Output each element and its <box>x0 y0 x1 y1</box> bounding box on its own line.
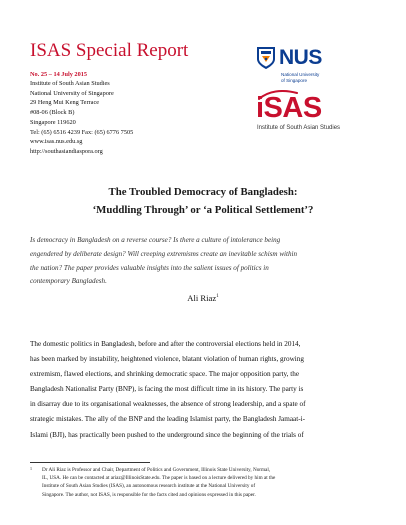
address-line: National University of Singapore <box>30 89 114 97</box>
body-line: Bangladesh Nationalist Party (BNP), is facing the most difficult time in its history. The party is <box>30 385 304 394</box>
body-paragraph <box>30 337 378 443</box>
nus-subtitle: of Singapore <box>281 78 308 83</box>
address-line: 29 Heng Mui Keng Terrace <box>30 99 100 107</box>
footnote-mark: 1 <box>30 466 32 471</box>
body-line: The domestic politics in Bangladesh, before and after the controversial elections held in 2014, <box>30 340 301 348</box>
body-line: strategic mistakes. The ally of the BNP and the leading Islamist party, the Bangladesh Jamaat-i- <box>30 415 305 424</box>
footnote <box>30 466 378 499</box>
abstract-line: Is democracy in Bangladesh on a reverse course? Is there a culture of intolerance being <box>30 236 281 244</box>
footnote-line: Dr Ali Riaz is Professor and Chair, Department of Politics and Government, Illinois State University, Normal, <box>42 467 271 473</box>
footnote-divider <box>30 462 150 463</box>
nus-crest-icon <box>256 46 276 70</box>
document-title-line: ‘Muddling Through’ or ‘a Political Settlement’? <box>92 204 314 216</box>
nus-wordmark: NUS <box>279 46 322 69</box>
author-byline <box>0 293 406 303</box>
abstract-line: the nation? The paper provides valuable insights into the salient issues of politics in <box>30 263 269 272</box>
series-title: ISAS Special Report <box>30 40 189 61</box>
isas-subtitle: Institute of South Asian Studies <box>257 125 341 131</box>
footnote-line: Singapore. The author, not ISAS, is responsible for the facts cited and opinions expressed in this paper. <box>42 491 256 498</box>
document-title-line: The Troubled Democracy of Bangladesh: <box>108 186 298 198</box>
body-line: has been marked by instability, heightened violence, blatant violation of human rights, growing <box>30 355 304 364</box>
abstract-line: engendered by deliberate design? Will creeping extremisms create an inevitable schism within <box>30 249 298 258</box>
footnote-line: IL, USA. He can be contacted at ariaz@IllinoisState.edu. The paper is based on a lecture delivered by him at the <box>42 475 276 482</box>
address-line: Singapore 119620 <box>30 118 76 126</box>
institute-address <box>30 79 230 157</box>
author-name: Ali Riaz <box>187 293 217 303</box>
address-line: http://southasiandiaspora.org <box>30 147 103 155</box>
abstract-line: contemporary Bangladesh. <box>30 277 107 286</box>
address-line: Tel: (65) 6516 4239 Fax: (65) 6776 7505 <box>30 128 134 136</box>
body-line: extremism, flawed elections, and shrinking democratic space. The major opposition party, the <box>30 370 300 379</box>
body-line: in disarray due to its organisational weaknesses, the absence of strong leadership, and a spate of <box>30 400 306 409</box>
issue-number: No. 25 – 14 July 2015 <box>30 71 88 78</box>
author-footnote-mark: 1 <box>216 294 219 300</box>
abstract <box>30 234 376 289</box>
isas-wordmark: iSAS <box>256 92 322 124</box>
address-line: Institute of South Asian Studies <box>30 80 110 87</box>
address-line: #08-06 (Block B) <box>30 109 75 117</box>
footnote-line: Institute of South Asian Studies (ISAS), an autonomous research institute at the National University of <box>42 483 256 490</box>
address-line: www.isas.nus.edu.sg <box>30 138 83 146</box>
nus-subtitle: National University <box>281 72 320 77</box>
body-line: Islami (BJI), has practically been pushed to the underground since the beginning of the trials of <box>30 430 304 439</box>
